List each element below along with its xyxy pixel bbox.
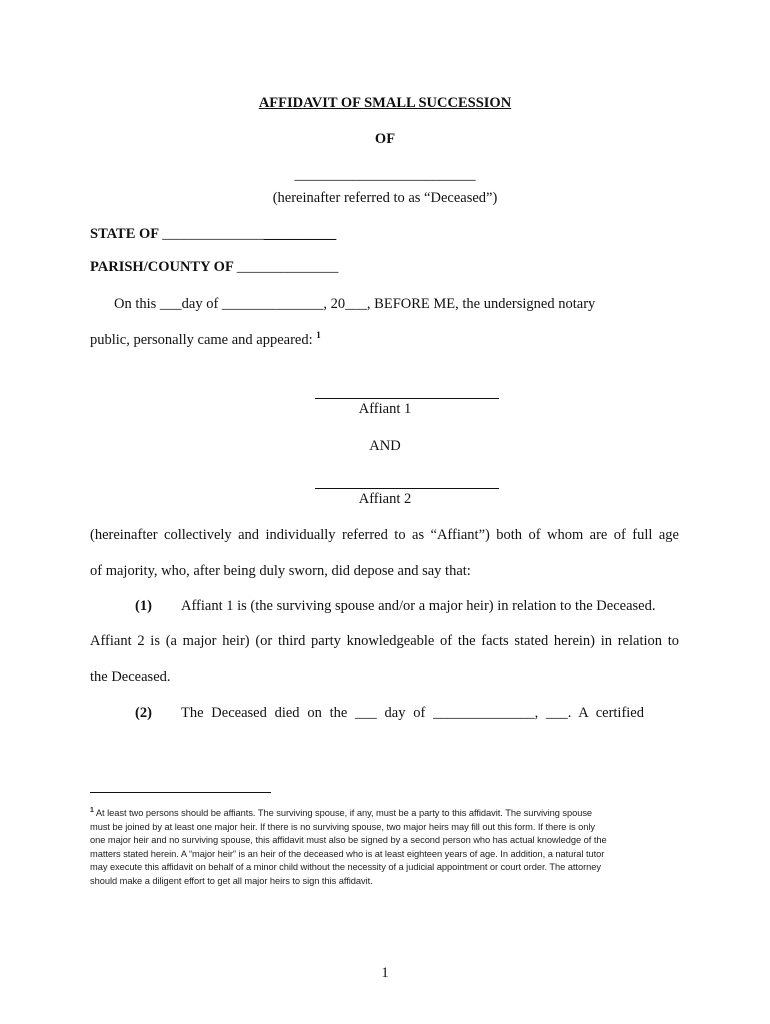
- item-2-number: (2): [135, 705, 152, 721]
- footnote-line-3: one major heir and no surviving spouse, this affidavit must also be signed by a second person who has actual knowledge of the: [90, 835, 607, 845]
- state-of-line: [90, 225, 336, 243]
- affiant-2-label: Affiant 2: [358, 491, 412, 507]
- collective-line-1: (hereinafter collectively and individually referred to as “Affiant”) both of whom are of full age: [90, 527, 679, 543]
- footnote-reference: 1: [316, 330, 321, 341]
- parish-county-line: [90, 258, 338, 276]
- item-2-line-1: The Deceased died on the ___ day of ______________, ___. A certified: [181, 705, 644, 721]
- and-label: AND: [369, 438, 401, 454]
- item-1-line-1: Affiant 1 is (the surviving spouse and/or a major heir) in relation to the Deceased.: [181, 598, 656, 614]
- footnote-line-4: matters stated herein. A “major heir” is an heir of the deceased who is at least eighteen years of age. In addition, a natural tutor: [90, 849, 605, 859]
- footnote-line-6: should make a diligent effort to get all major heirs to sign this affidavit.: [90, 876, 373, 886]
- of-label: OF: [374, 131, 396, 147]
- intro-line-2: [90, 331, 321, 349]
- footnote-marker: 1: [90, 806, 94, 814]
- intro-line-1: On this ___day of ______________, 20___, BEFORE ME, the undersigned notary: [114, 296, 596, 312]
- state-blank-bold: __________: [263, 226, 337, 242]
- footnote-text-1: At least two persons should be affiants. The surviving spouse, if any, must be a party to this affidavit. The surviving spouse: [95, 808, 593, 818]
- affiant-1-label: Affiant 1: [358, 401, 412, 417]
- document-title: AFFIDAVIT OF SMALL SUCCESSION: [258, 95, 512, 111]
- footnote-separator: [90, 792, 271, 793]
- parish-label: PARISH/COUNTY OF: [90, 259, 234, 275]
- footnote-line-2: must be joined by at least one major heir. If there is no surviving spouse, two major heirs may fill out this form. If there is only: [90, 822, 595, 832]
- deceased-name-blank: _________________________: [294, 167, 476, 183]
- state-blank: ______________: [162, 226, 264, 242]
- affiant-1-signature-line: [315, 398, 499, 399]
- intro-line-2-text: public, personally came and appeared:: [90, 332, 313, 348]
- parish-blank: ______________: [236, 259, 339, 275]
- deceased-caption: (hereinafter referred to as “Deceased”): [272, 190, 498, 206]
- affiant-2-signature-line: [315, 488, 499, 489]
- footnote-line-1: [90, 807, 678, 821]
- item-1-line-3: the Deceased.: [90, 669, 171, 685]
- state-label: STATE OF: [90, 226, 159, 242]
- page-number: 1: [381, 965, 389, 981]
- item-1-number: (1): [135, 598, 152, 614]
- footnote-line-5: may execute this affidavit on behalf of a minor child without the necessity of a judicial appointment or court order. The attorney: [90, 862, 601, 872]
- item-1-line-2: Affiant 2 is (a major heir) (or third party knowledgeable of the facts stated herein) in relation to: [90, 633, 679, 649]
- collective-line-2: of majority, who, after being duly sworn, did depose and say that:: [90, 563, 471, 579]
